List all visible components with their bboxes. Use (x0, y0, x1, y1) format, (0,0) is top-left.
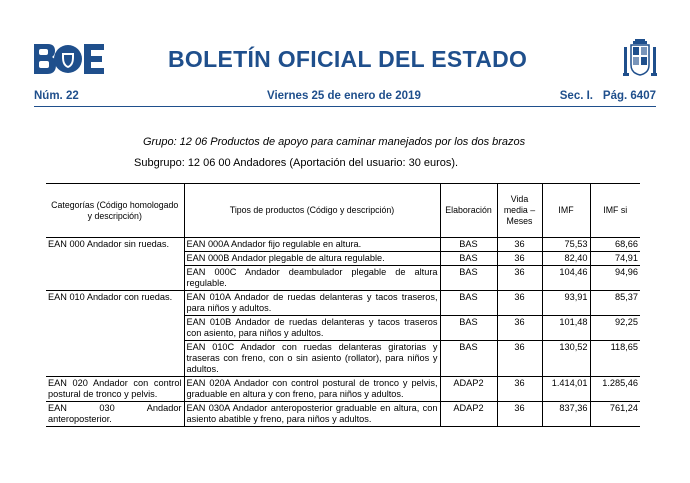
issue-page: Pág. 6407 (602, 90, 656, 102)
elaboracion-cell: ADAP2 (440, 377, 497, 402)
imf-cell: 101,48 (542, 316, 590, 341)
table-header-row (46, 184, 640, 238)
imf-cell: 837,36 (542, 402, 590, 427)
category-cell: EAN 010 Andador con ruedas. (46, 291, 184, 377)
category-cell: EAN 030 Andador anteroposterior. (46, 402, 184, 427)
group-heading: Grupo: 12 06 Productos de apoyo para caminar manejados por los dos brazos (143, 136, 526, 148)
product-type-cell: EAN 030A Andador anteroposterior graduable en altura, con asiento abatible y freno, para niños y adultos. (184, 402, 440, 427)
vida-media-cell: 36 (497, 291, 542, 316)
imf-si-cell: 761,24 (590, 402, 640, 427)
imf-cell: 82,40 (542, 252, 590, 266)
subgroup-heading: Subgrupo: 12 06 00 Andadores (Aportación del usuario: 30 euros). (134, 157, 459, 169)
elaboracion-cell: ADAP2 (440, 402, 497, 427)
product-type-cell: EAN 000B Andador plegable de altura regulable. (184, 252, 440, 266)
imf-cell: 130,52 (542, 341, 590, 377)
products-table (46, 183, 640, 427)
vida-media-cell: 36 (497, 377, 542, 402)
col-header-elaboracion: Elaboración (440, 184, 497, 238)
imf-si-cell: 1.285,46 (590, 377, 640, 402)
imf-si-cell: 74,91 (590, 252, 640, 266)
issue-number: Núm. 22 (34, 90, 79, 102)
issue-date: Viernes 25 de enero de 2019 (267, 90, 421, 102)
imf-cell: 75,53 (542, 238, 590, 252)
vida-media-cell: 36 (497, 252, 542, 266)
coat-of-arms-icon (623, 39, 657, 79)
vida-media-cell: 36 (497, 316, 542, 341)
col-header-tipo: Tipos de productos (Código y descripción) (184, 184, 440, 238)
imf-cell: 104,46 (542, 266, 590, 291)
boe-logo (34, 44, 104, 74)
elaboracion-cell: BAS (440, 316, 497, 341)
product-type-cell: EAN 010A Andador de ruedas delanteras y tacos traseros, para niños y adultos. (184, 291, 440, 316)
vida-media-cell: 36 (497, 402, 542, 427)
elaboracion-cell: BAS (440, 341, 497, 377)
header-divider (34, 106, 656, 107)
product-type-cell: EAN 010C Andador con ruedas delanteras giratorias y traseras con freno, con o sin asiento (rollator), para niños y adultos. (184, 341, 440, 377)
product-type-cell: EAN 020A Andador con control postural de tronco y pelvis, graduable en altura y con freno, para niños y adultos. (184, 377, 440, 402)
imf-cell: 93,91 (542, 291, 590, 316)
elaboracion-cell: BAS (440, 238, 497, 252)
table-row (46, 377, 640, 402)
product-type-cell: EAN 010B Andador de ruedas delanteras y tacos traseros con asiento, para niños y adultos. (184, 316, 440, 341)
vida-media-cell: 36 (497, 341, 542, 377)
vida-media-cell: 36 (497, 238, 542, 252)
col-header-categoria: Categorías (Código homologado y descripción) (46, 184, 184, 238)
page-title: BOLETÍN OFICIAL DEL ESTADO (168, 46, 528, 72)
imf-si-cell: 118,65 (590, 341, 640, 377)
vida-media-cell: 36 (497, 266, 542, 291)
category-cell: EAN 000 Andador sin ruedas. (46, 238, 184, 291)
elaboracion-cell: BAS (440, 266, 497, 291)
product-type-cell: EAN 000C Andador deambulador plegable de altura regulable. (184, 266, 440, 291)
issue-section: Sec. I. (559, 90, 593, 102)
imf-si-cell: 94,96 (590, 266, 640, 291)
product-type-cell: EAN 000A Andador fijo regulable en altura. (184, 238, 440, 252)
table-row (46, 238, 640, 252)
elaboracion-cell: BAS (440, 291, 497, 316)
imf-si-cell: 68,66 (590, 238, 640, 252)
imf-si-cell: 85,37 (590, 291, 640, 316)
category-cell: EAN 020 Andador con control postural de tronco y pelvis. (46, 377, 184, 402)
table-row (46, 291, 640, 316)
col-header-imf-si: IMF si (590, 184, 640, 238)
table-row (46, 402, 640, 427)
issue-meta-bar (34, 90, 656, 104)
col-header-vida-media: Vida media – Meses (497, 184, 542, 238)
imf-cell: 1.414,01 (542, 377, 590, 402)
col-header-imf: IMF (542, 184, 590, 238)
elaboracion-cell: BAS (440, 252, 497, 266)
imf-si-cell: 92,25 (590, 316, 640, 341)
